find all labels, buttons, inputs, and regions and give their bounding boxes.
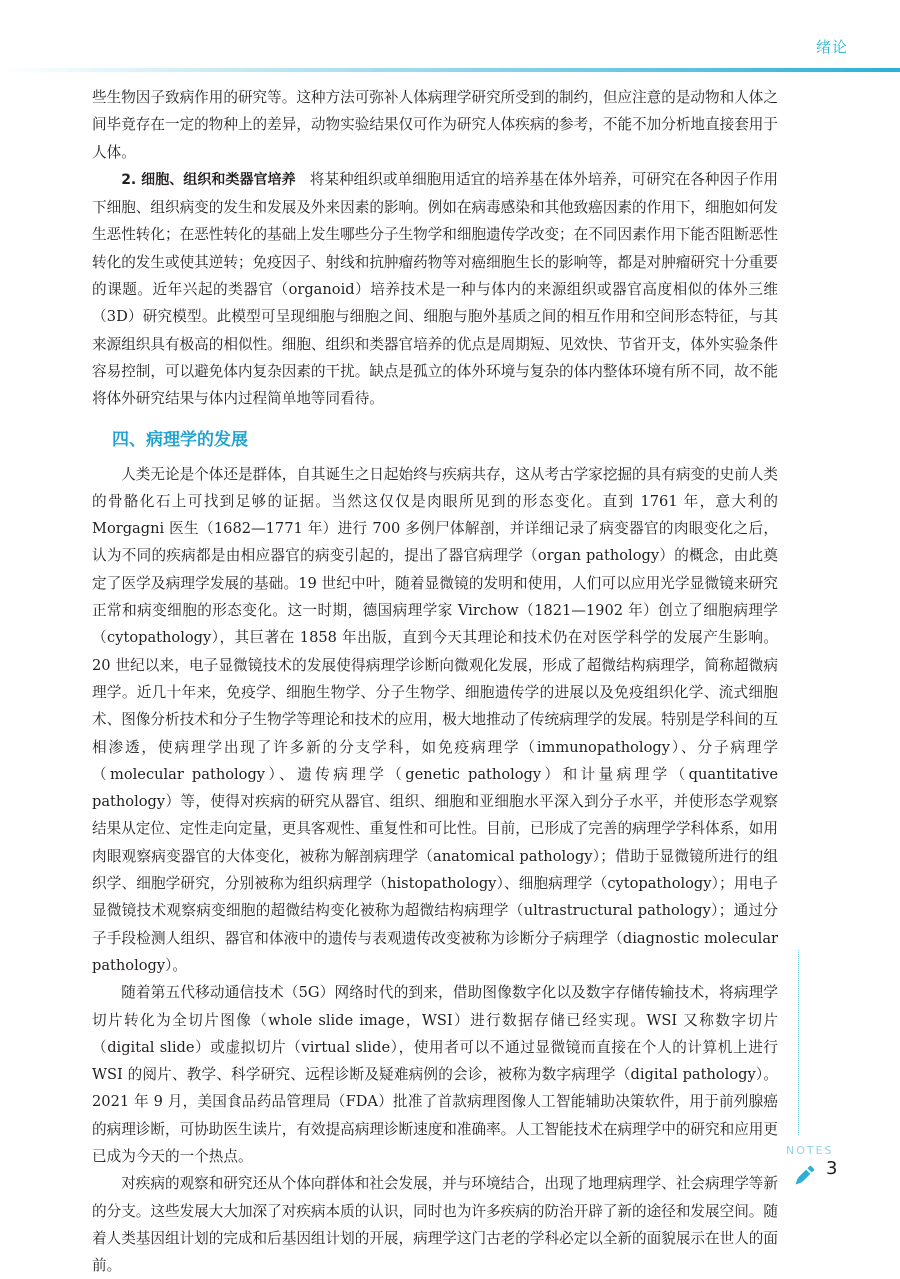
paragraph: 些生物因子致病作用的研究等。这种方法可弥补人体病理学研究所受到的制约，但应注意的是动物和人体之间毕竟存在一定的物种上的差异，动物实验结果仅可作为研究人体疾病的参考，不能不加分析地直接套用于人体。 — [92, 89, 778, 161]
page-number: 3 — [826, 1158, 838, 1179]
chapter-title: 绪论 — [815, 38, 848, 56]
paragraph: 对疾病的观察和研究还从个体向群体和社会发展，并与环境结合，出现了地理病理学、社会病理学等新的分支。这些发展大大加深了对疾病本质的认识，同时也为许多疾病的防治开辟了新的途径和发展空间。随着人类基因组计划的完成和后基因组计划的开展，病理学这门古老的学科必定以全新的面貌展示在世人的面前。 — [92, 1175, 778, 1275]
paragraph: 人类无论是个体还是群体，自其诞生之日起始终与疾病共存，这从考古学家挖掘的具有病变的史前人类的骨骼化石上可找到足够的证据。当然这仅仅是肉眼所见到的形态变化。直到 1761 年，意大利的 Morgagni 医生（1682—1771 年）进行 700 多例尸体解剖，并详细记录了病变器官的肉眼变化之后，认为不同的疾病都是由相应器官的病变引起的，提出了器官病理学（organ pathology）的概念，由此奠定了医学及病理学发展的基础。19 世纪中叶，随着显微镜的发明和使用，人们可以应用光学显微镜来研究正常和病变细胞的形态变化。这一时期，德国病理学家 Virchow（1821—1902 年）创立了细胞病理学（cytopathology），其巨著在 1858 年出版，直到今天其理论和技术仍在对医学科学的发展产生影响。20 世纪以来，电子显微镜技术的发展使得病理学诊断向微观化发展，形成了超微结构病理学，简称超微病理学。近几十年来，免疫学、细胞生物学、分子生物学、细胞遗传学的进展以及免疫组织化学、流式细胞术、图像分析技术和分子生物学等理论和技术的应用，极大地推动了传统病理学的发展。特别是学科间的互相渗透，使病理学出现了许多新的分支学科，如免疫病理学（immunopathology）、分子病理学（molecular pathology）、遗传病理学（genetic pathology）和计量病理学（quantitative pathology）等，使得对疾病的研究从器官、组织、细胞和亚细胞水平深入到分子水平，并使形态学观察结果从定位、定性走向定量，更具客观性、重复性和可比性。目前，已形成了完善的病理学学科体系，如用肉眼观察病变器官的大体变化，被称为解剖病理学（anatomical pathology）；借助于显微镜所进行的组织学、细胞学研究，分别被称为组织病理学（histopathology）、细胞病理学（cytopathology）；用电子显微镜技术观察病变细胞的超微结构变化被称为超微结构病理学（ultrastructural pathology）；通过分子手段检测人组织、器官和体液中的遗传与表观遗传改变被称为诊断分子病理学（diagnostic molecular pathology）。 — [92, 465, 778, 974]
notes-label: NOTES — [786, 1144, 834, 1157]
page-body — [92, 84, 778, 1279]
paragraph: 随着第五代移动通信技术（5G）网络时代的到来，借助图像数字化以及数字存储传输技术，将病理学切片转化为全切片图像（whole slide image，WSI）进行数据存储已经实现。WSI 又称数字切片（digital slide）或虚拟切片（virtual slide），使用者可以不通过显微镜而直接在个人的计算机上进行 WSI 的阅片、教学、科学研究、远程诊断及疑难病例的会诊，被称为数字病理学（digital pathology）。2021 年 9 月，美国食品药品管理局（FDA）批准了首款病理图像人工智能辅助决策软件，用于前列腺癌的病理诊断，可协助医生读片，有效提高病理诊断速度和准确率。人工智能技术在病理学中的研究和应用更已成为今天的一个热点。 — [92, 984, 778, 1165]
paragraph-text: 将某种组织或单细胞用适宜的培养基在体外培养，可研究在各种因子作用下细胞、组织病变的发生和发展及外来因素的影响。例如在病毒感染和其他致癌因素的作用下，细胞如何发生恶性转化；在恶性转化的基础上发生哪些分子生物学和细胞遗传学改变；在不同因素作用下能否阻断恶性转化的发生或使其逆转；免疫因子、射线和抗肿瘤药物等对癌细胞生长的影响等，都是对肿瘤研究十分重要的课题。近年兴起的类器官（organoid）培养技术是一种与体内的来源组织或器官高度相似的体外三维（3D）研究模型。此模型可呈现细胞与细胞之间、细胞与胞外基质之间的相互作用和空间形态特征，与其来源组织具有极高的相似性。细胞、组织和类器官培养的优点是周期短、见效快、节省开支，体外实验条件容易控制，可以避免体内复杂因素的干扰。缺点是孤立的体外环境与复杂的体内整体环境有所不同，故不能将体外研究结果与体内过程简单地等同看待。 — [92, 170, 778, 408]
pen-icon — [790, 1162, 818, 1190]
subsection-heading: 2. 细胞、组织和类器官培养 — [121, 171, 296, 188]
notes-dotted-rule — [798, 950, 799, 1135]
section-heading: 四、病理学的发展 — [112, 429, 248, 450]
header-rule — [0, 68, 900, 72]
paragraph-culture — [92, 166, 778, 413]
